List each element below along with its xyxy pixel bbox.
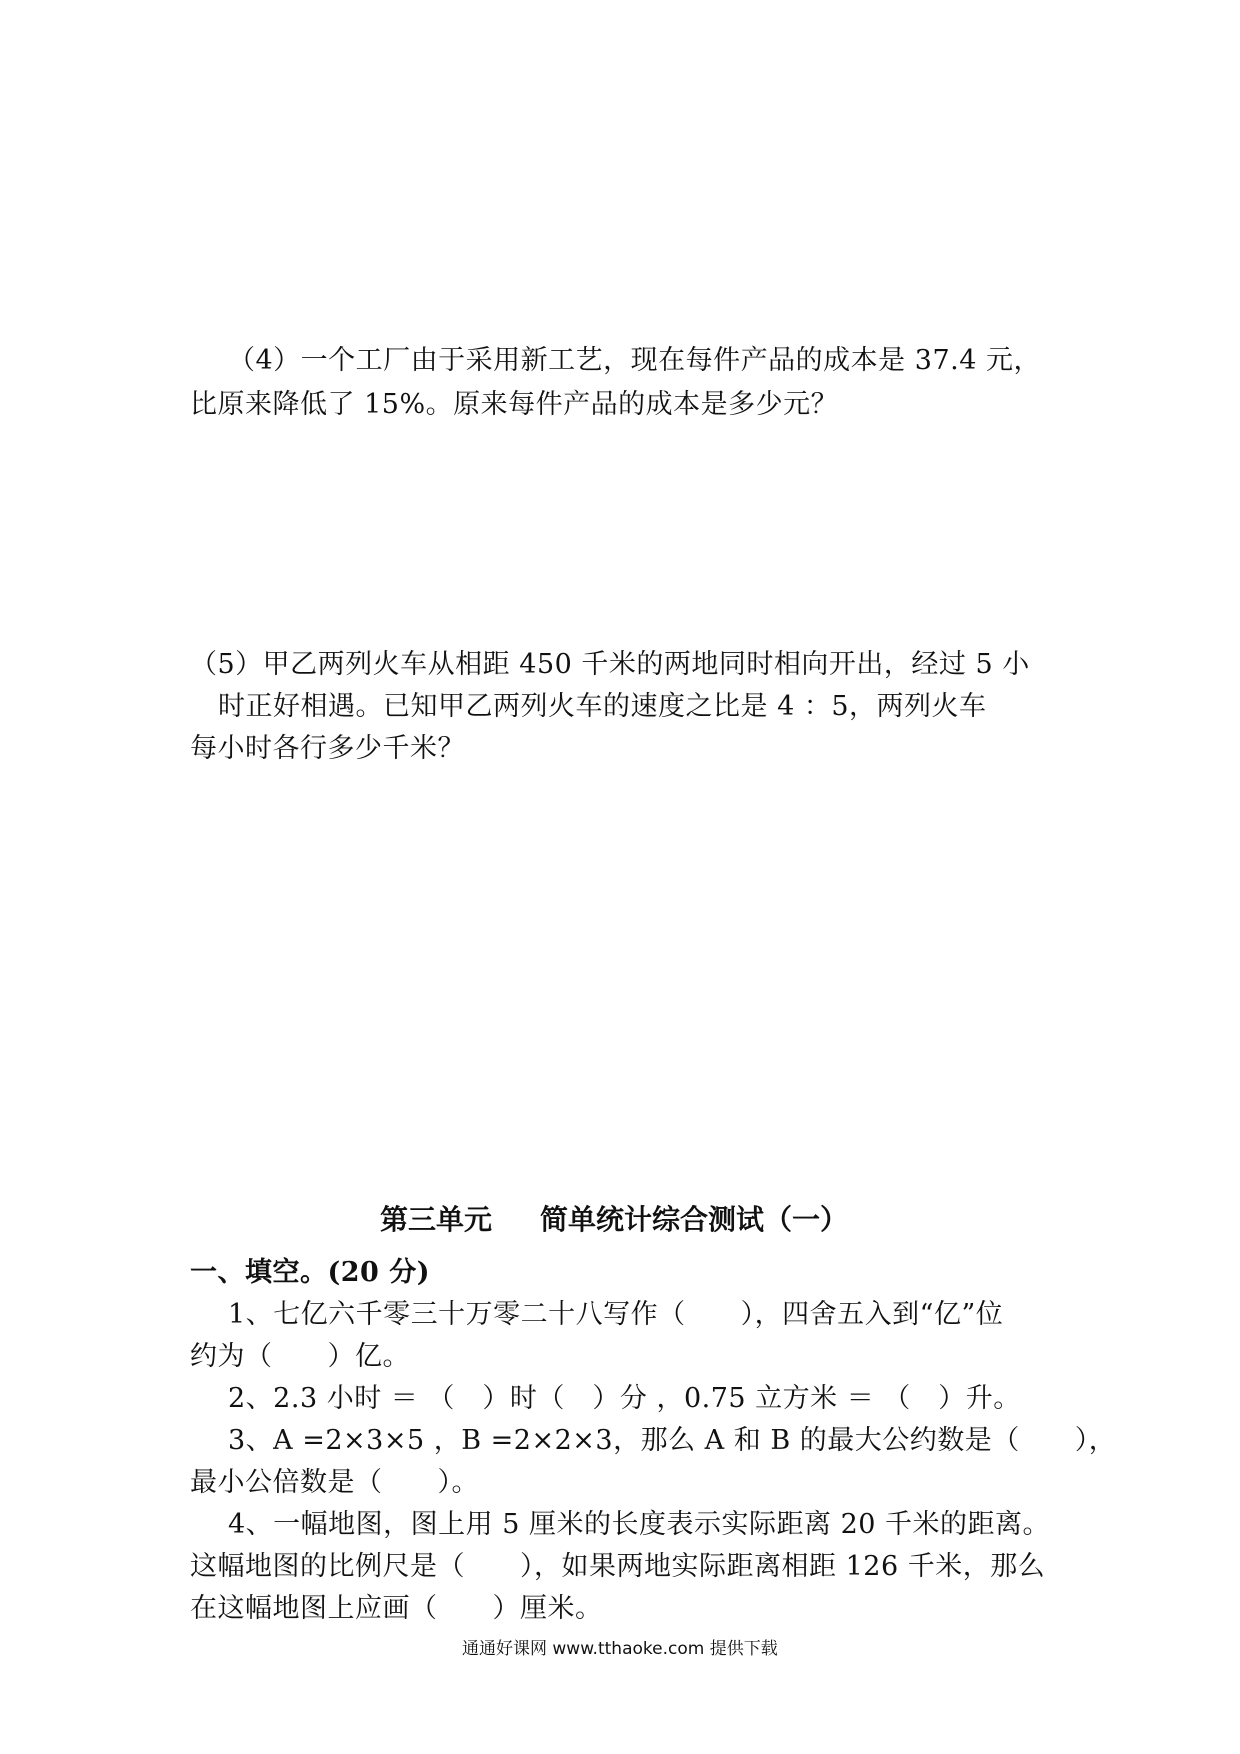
q4-line2: 比原来降低了 15%。原来每件产品的成本是多少元？: [190, 389, 839, 420]
q4-line1: （4）一个工厂由于采用新工艺，现在每件产品的成本是 37.4 元，: [228, 345, 1041, 376]
unit-title: [380, 1198, 848, 1238]
item1-line2: 约为（ ）亿。: [190, 1341, 410, 1372]
item2-line1: 2、2.3 小时 ＝ （ ）时（ ）分 ，0.75 立方米 ＝ （ ）升。: [228, 1383, 1021, 1414]
q5-line2: 时正好相遇。已知甲乙两列火车的速度之比是 4 ：5，两列火车: [218, 691, 987, 722]
item4-line3: 在这幅地图上应画（ ）厘米。: [190, 1593, 603, 1624]
section-heading: 一、填空。(20 分): [190, 1257, 431, 1288]
q5-line1: （5）甲乙两列火车从相距 450 千米的两地同时相向开出，经过 5 小: [190, 649, 1030, 680]
item3-line2: 最小公倍数是（ ）。: [190, 1467, 479, 1498]
item1-line1: 1、七亿六千零三十万零二十八写作（ ），四舍五入到“亿”位: [228, 1299, 1004, 1330]
item4-line2: 这幅地图的比例尺是（ ），如果两地实际距离相距 126 千米，那么: [190, 1551, 1046, 1582]
item4-line1: 4、一幅地图，图上用 5 厘米的长度表示实际距离 20 千米的距离。: [228, 1509, 1051, 1540]
unit-title-part2: 简单统计综合测试（一）: [540, 1203, 849, 1236]
item3-line1: 3、A =2×3×5 ，B =2×2×3，那么 A 和 B 的最大公约数是（ ），: [228, 1425, 1117, 1456]
footer-download-note: 通通好课网 www.tthaoke.com 提供下载: [462, 1639, 778, 1659]
unit-title-part1: 第三单元: [380, 1203, 493, 1236]
q5-line3: 每小时各行多少千米？: [190, 733, 465, 764]
